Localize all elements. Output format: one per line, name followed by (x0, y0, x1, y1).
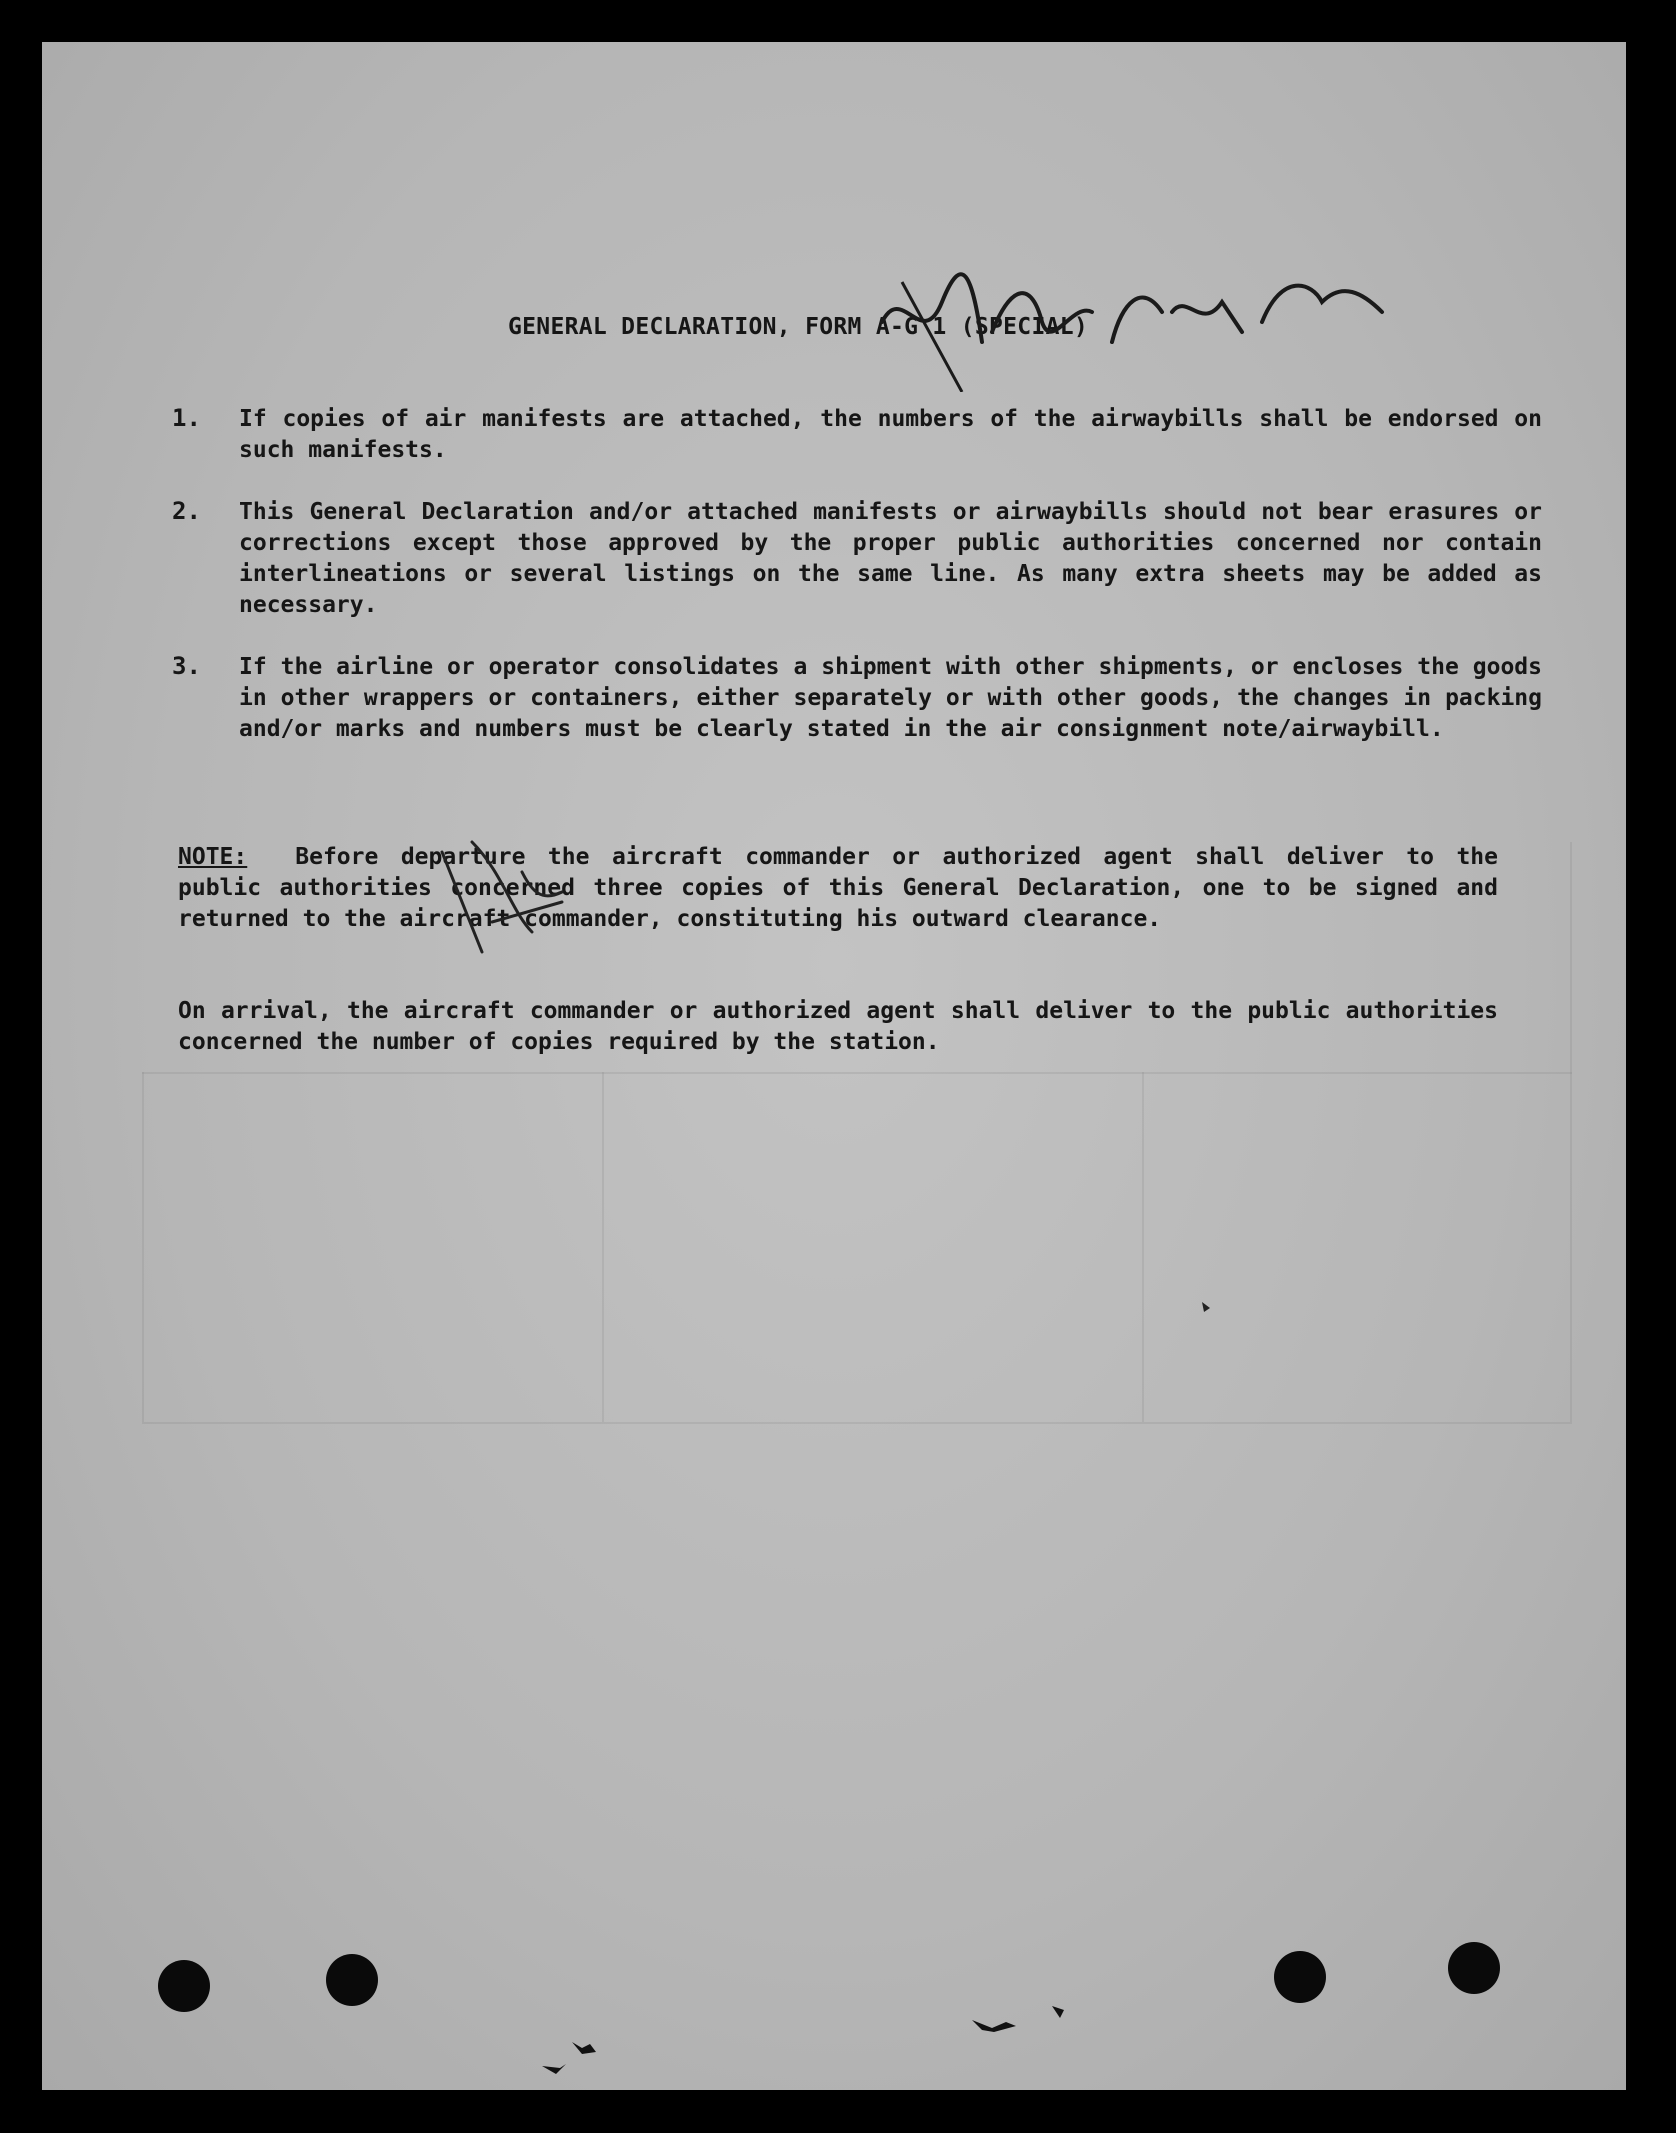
item-text: If copies of air manifests are attached, the numbers of the airwaybills shall be endorsed on such manifests. (239, 406, 1542, 463)
punch-hole (1448, 1942, 1500, 1994)
punch-hole (158, 1960, 210, 2012)
bleed-through-line (1142, 1072, 1144, 1422)
bleed-through-line (602, 1072, 604, 1422)
item-text: This General Declaration and/or attached manifests or airwaybills should not bear erasures or corrections except those approved by the proper public authorities concerned nor contain interlineations or several listings on the same line. As many extra sheets may be added as necessary. (239, 499, 1542, 618)
instruction-item-1 (172, 404, 1542, 466)
page-title: GENERAL DECLARATION, FORM A-G 1 (SPECIAL) (508, 314, 1089, 340)
handwritten-annotation (422, 832, 582, 962)
instruction-item-2 (172, 497, 1542, 621)
item-number: 3. (172, 652, 201, 680)
bleed-through-line (1570, 842, 1572, 1422)
note-label: NOTE: (178, 844, 248, 870)
bleed-through-line (142, 1072, 144, 1422)
note-paragraph (178, 842, 1498, 935)
punch-hole (326, 1954, 378, 2006)
note-text: Before departure the aircraft commander or authorized agent shall deliver to the public authorities concerned three copies of this General Declaration, one to be signed and returned to the aircraft commander, constituting his outward clearance. (178, 844, 1498, 932)
document-page (42, 42, 1626, 2090)
instruction-item-3 (172, 652, 1542, 745)
item-text: If the airline or operator consolidates a shipment with other shipments, or encloses the goods in other wrappers or containers, either separately or with other goods, the changes in packing and/or marks and numbers must be clearly stated in the air consignment note/airwaybill. (239, 654, 1542, 742)
bleed-through-line (142, 1072, 1572, 1074)
item-number: 1. (172, 404, 201, 432)
bleed-through-line (142, 1422, 1572, 1424)
handwritten-annotation (842, 242, 1422, 392)
punch-hole (1274, 1951, 1326, 2003)
item-number: 2. (172, 497, 201, 525)
arrival-paragraph: On arrival, the aircraft commander or authorized agent shall deliver to the public authorities concerned the number of copies required by the station. (178, 998, 1498, 1055)
